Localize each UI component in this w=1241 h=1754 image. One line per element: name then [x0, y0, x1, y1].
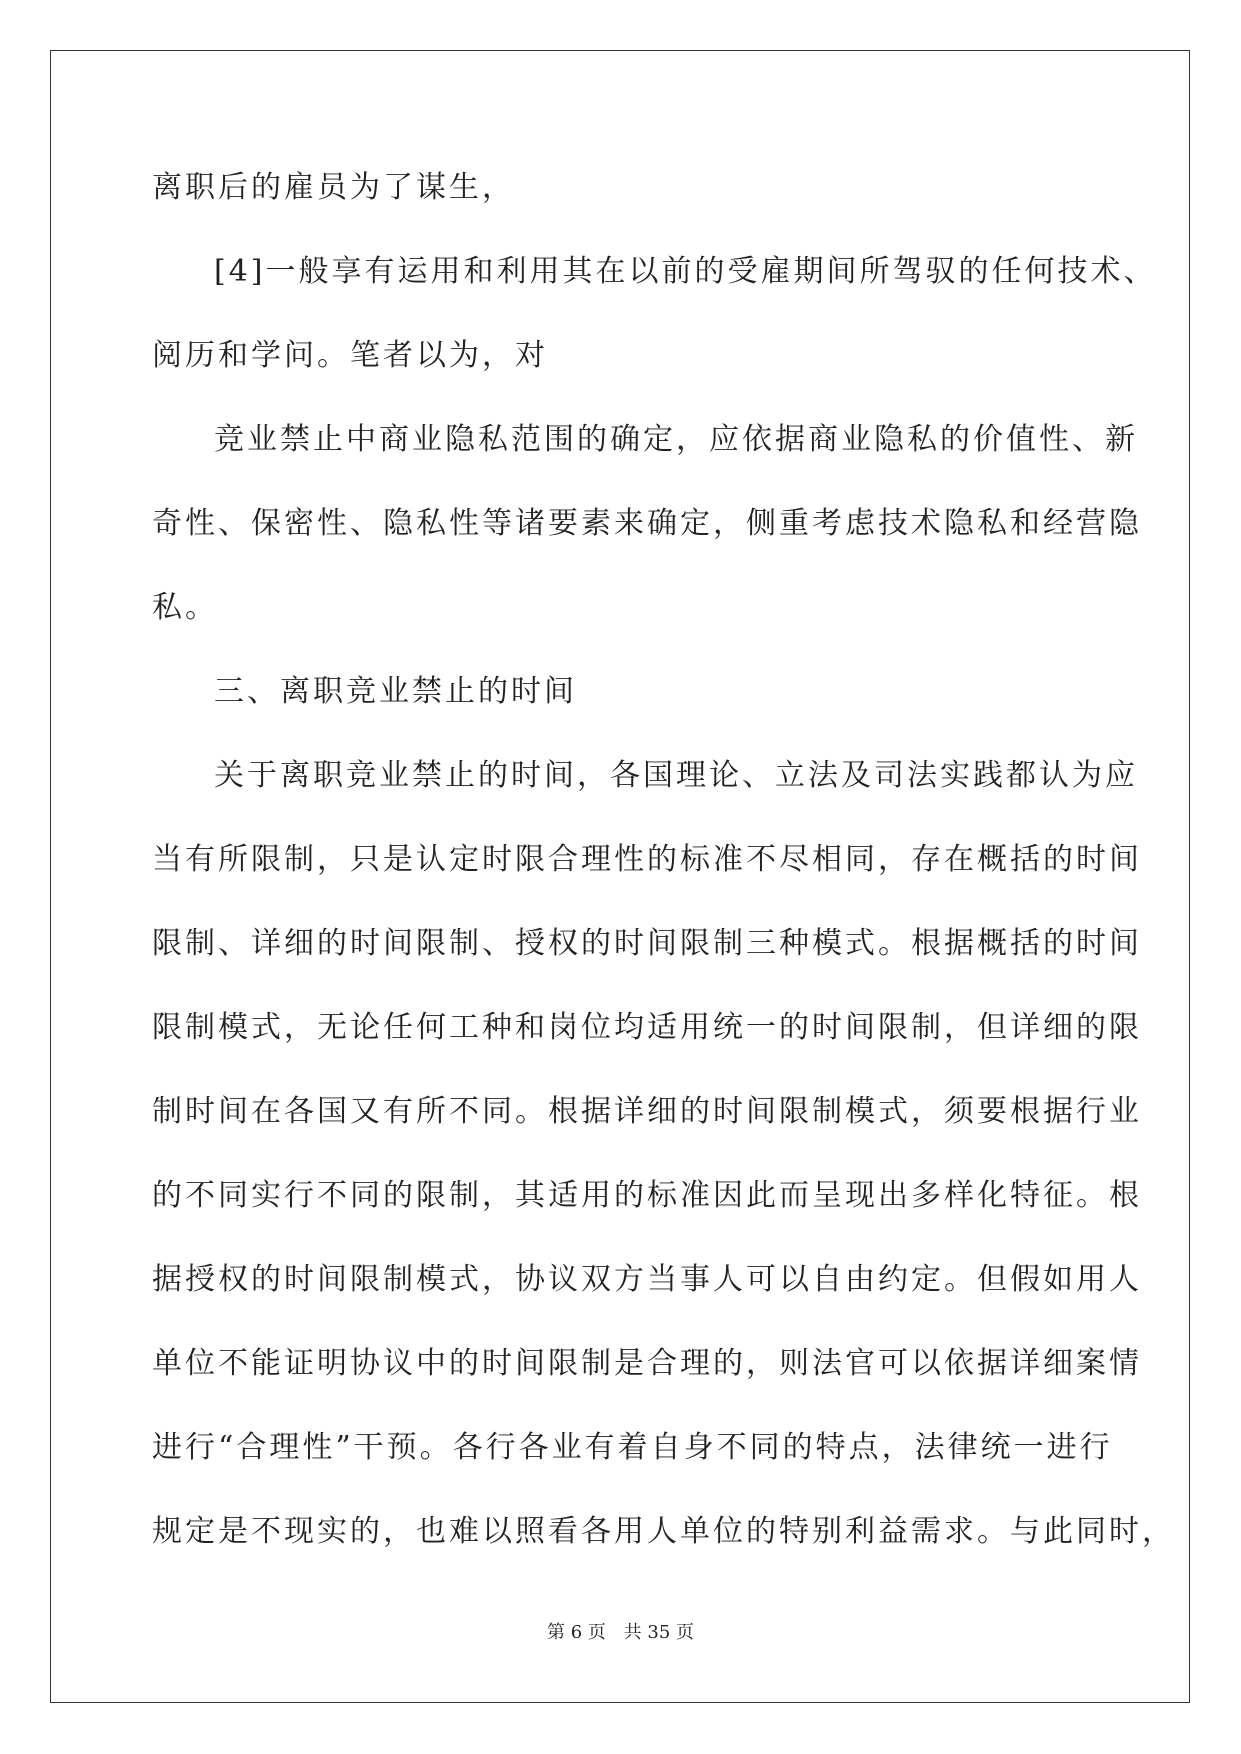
text-line: 单位不能证明协议中的时间限制是合理的，则法官可以依据详细案情	[152, 1346, 1142, 1381]
text-line: 竞业禁止中商业隐私范围的确定，应依据商业隐私的价值性、新	[214, 422, 1138, 457]
text-line: 关于离职竞业禁止的时间，各国理论、立法及司法实践都认为应	[214, 758, 1138, 793]
section-heading: 三、离职竞业禁止的时间	[214, 674, 577, 709]
text-line: 的不同实行不同的限制，其适用的标准因此而呈现出多样化特征。根	[152, 1178, 1142, 1213]
text-line: 当有所限制，只是认定时限合理性的标准不尽相同，存在概括的时间	[152, 842, 1142, 877]
text-line: 限制、详细的时间限制、授权的时间限制三种模式。根据概括的时间	[152, 926, 1142, 961]
text-line: [4]一般享有运用和利用其在以前的受雇期间所驾驭的任何技术、	[214, 254, 1157, 289]
text-line: 私。	[152, 590, 218, 625]
text-line: 据授权的时间限制模式，协议双方当事人可以自由约定。但假如用人	[152, 1262, 1142, 1297]
text-line: 进行“合理性”干预。各行各业有着自身不同的特点，法律统一进行	[152, 1430, 1113, 1465]
page-footer	[0, 1618, 1241, 1644]
text-line: 奇性、保密性、隐私性等诸要素来确定，侧重考虑技术隐私和经营隐	[152, 506, 1142, 541]
text-line: 离职后的雇员为了谋生，	[152, 170, 515, 205]
text-line: 规定是不现实的，也难以照看各用人单位的特别利益需求。与此同时，	[152, 1514, 1175, 1549]
text-line: 制时间在各国又有所不同。根据详细的时间限制模式，须要根据行业	[152, 1094, 1142, 1129]
text-line: 限制模式，无论任何工种和岗位均适用统一的时间限制，但详细的限	[152, 1010, 1142, 1045]
document-body	[152, 168, 1175, 1596]
text-line: 阅历和学问。笔者以为，对	[152, 338, 548, 373]
page-number: 第 6 页	[547, 1622, 606, 1643]
page-total: 共 35 页	[623, 1622, 694, 1643]
